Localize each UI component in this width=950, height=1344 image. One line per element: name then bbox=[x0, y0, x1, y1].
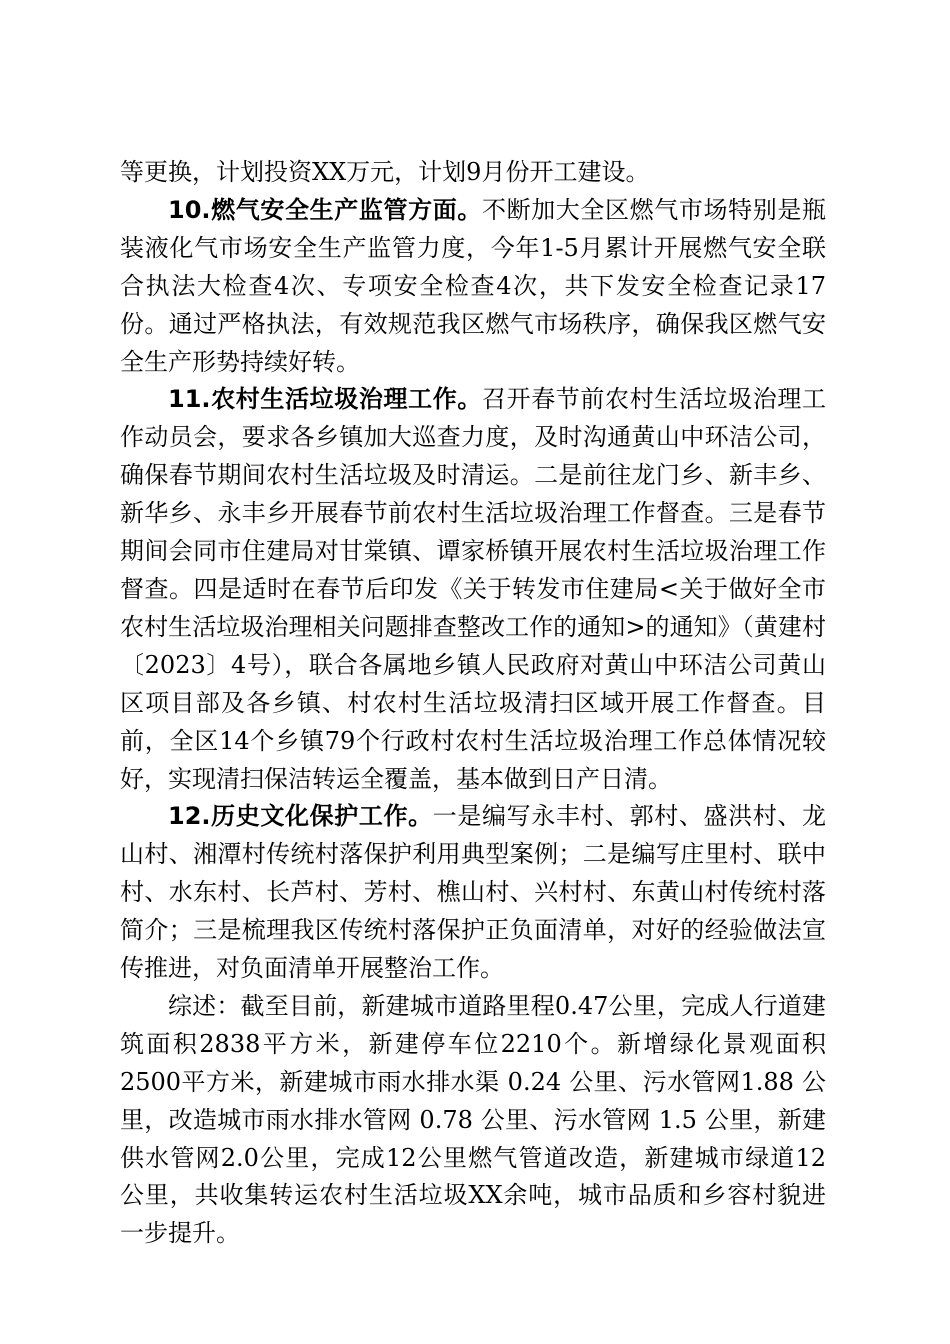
paragraph-body: 一是编写永丰村、郭村、盛洪村、龙山村、湘潭村传统村落保护利用典型案例；二是编写庄里村、联中村、水东村、长芦村、芳村、樵山村、兴村村、东黄山村传统村落简介；三是梳理我区传统村落保护正负面清单，对好的经验做法宣传推进，对负面清单开展整治工作。 bbox=[120, 802, 827, 983]
document-page bbox=[120, 154, 826, 1253]
paragraph-body: 综述：截至目前，新建城市道路里程0.47公里，完成人行道建筑面积2838平方米，新建停车位2210个。新增绿化景观面积2500平方米，新建城市雨水排水渠 0.24 公里、污水管网1.88 公里，改造城市雨水排水管网 0.78 公里、污水管网 1.5 公里，新建供水管网2.0公里，完成12公里燃气管道改造，新建城市绿道12 公里，共收集转运农村生活垃圾XX余吨，城市品质和乡容村貌进一步提升。 bbox=[120, 991, 826, 1248]
section-heading: 12.历史文化保护工作。 bbox=[168, 802, 433, 831]
paragraph-heritage bbox=[120, 798, 826, 988]
paragraph-body: 不断加大全区燃气市场特别是瓶装液化气市场安全生产监管力度，今年1-5月累计开展燃气安全联合执法大检查4次、专项安全检查4次，共下发安全检查记录17份。通过严格执法，有效规范我区燃气市场秩序，确保我区燃气安全生产形势持续好转。 bbox=[120, 195, 827, 376]
paragraph-body: 等更换，计划投资XX万元，计划9月份开工建设。 bbox=[120, 158, 650, 186]
paragraph-gas-safety bbox=[120, 192, 826, 382]
section-heading: 10.燃气安全生产监管方面。 bbox=[168, 195, 482, 224]
paragraph-continuation bbox=[120, 154, 826, 192]
section-heading: 11.农村生活垃圾治理工作。 bbox=[168, 385, 482, 414]
paragraph-rural-garbage bbox=[120, 381, 826, 798]
paragraph-body: 召开春节前农村生活垃圾治理工作动员会，要求各乡镇加大巡查力度，及时沟通黄山中环洁公司，确保春节期间农村生活垃圾及时清运。二是前往龙门乡、新丰乡、新华乡、永丰乡开展春节前农村生活垃圾治理工作督查。三是春节期间会同市住建局对甘棠镇、谭家桥镇开展农村生活垃圾治理工作督查。四是适时在春节后印发《关于转发市住建局<关于做好全市农村生活垃圾治理相关问题排查整改工作的通知>的通知》（黄建村〔2023〕4号），联合各属地乡镇人民政府对黄山中环洁公司黄山区项目部及各乡镇、村农村生活垃圾清扫区域开展工作督查。目前，全区14个乡镇79个行政村农村生活垃圾治理工作总体情况较好，实现清扫保洁转运全覆盖，基本做到日产日清。 bbox=[120, 385, 827, 793]
paragraph-summary bbox=[120, 988, 826, 1253]
